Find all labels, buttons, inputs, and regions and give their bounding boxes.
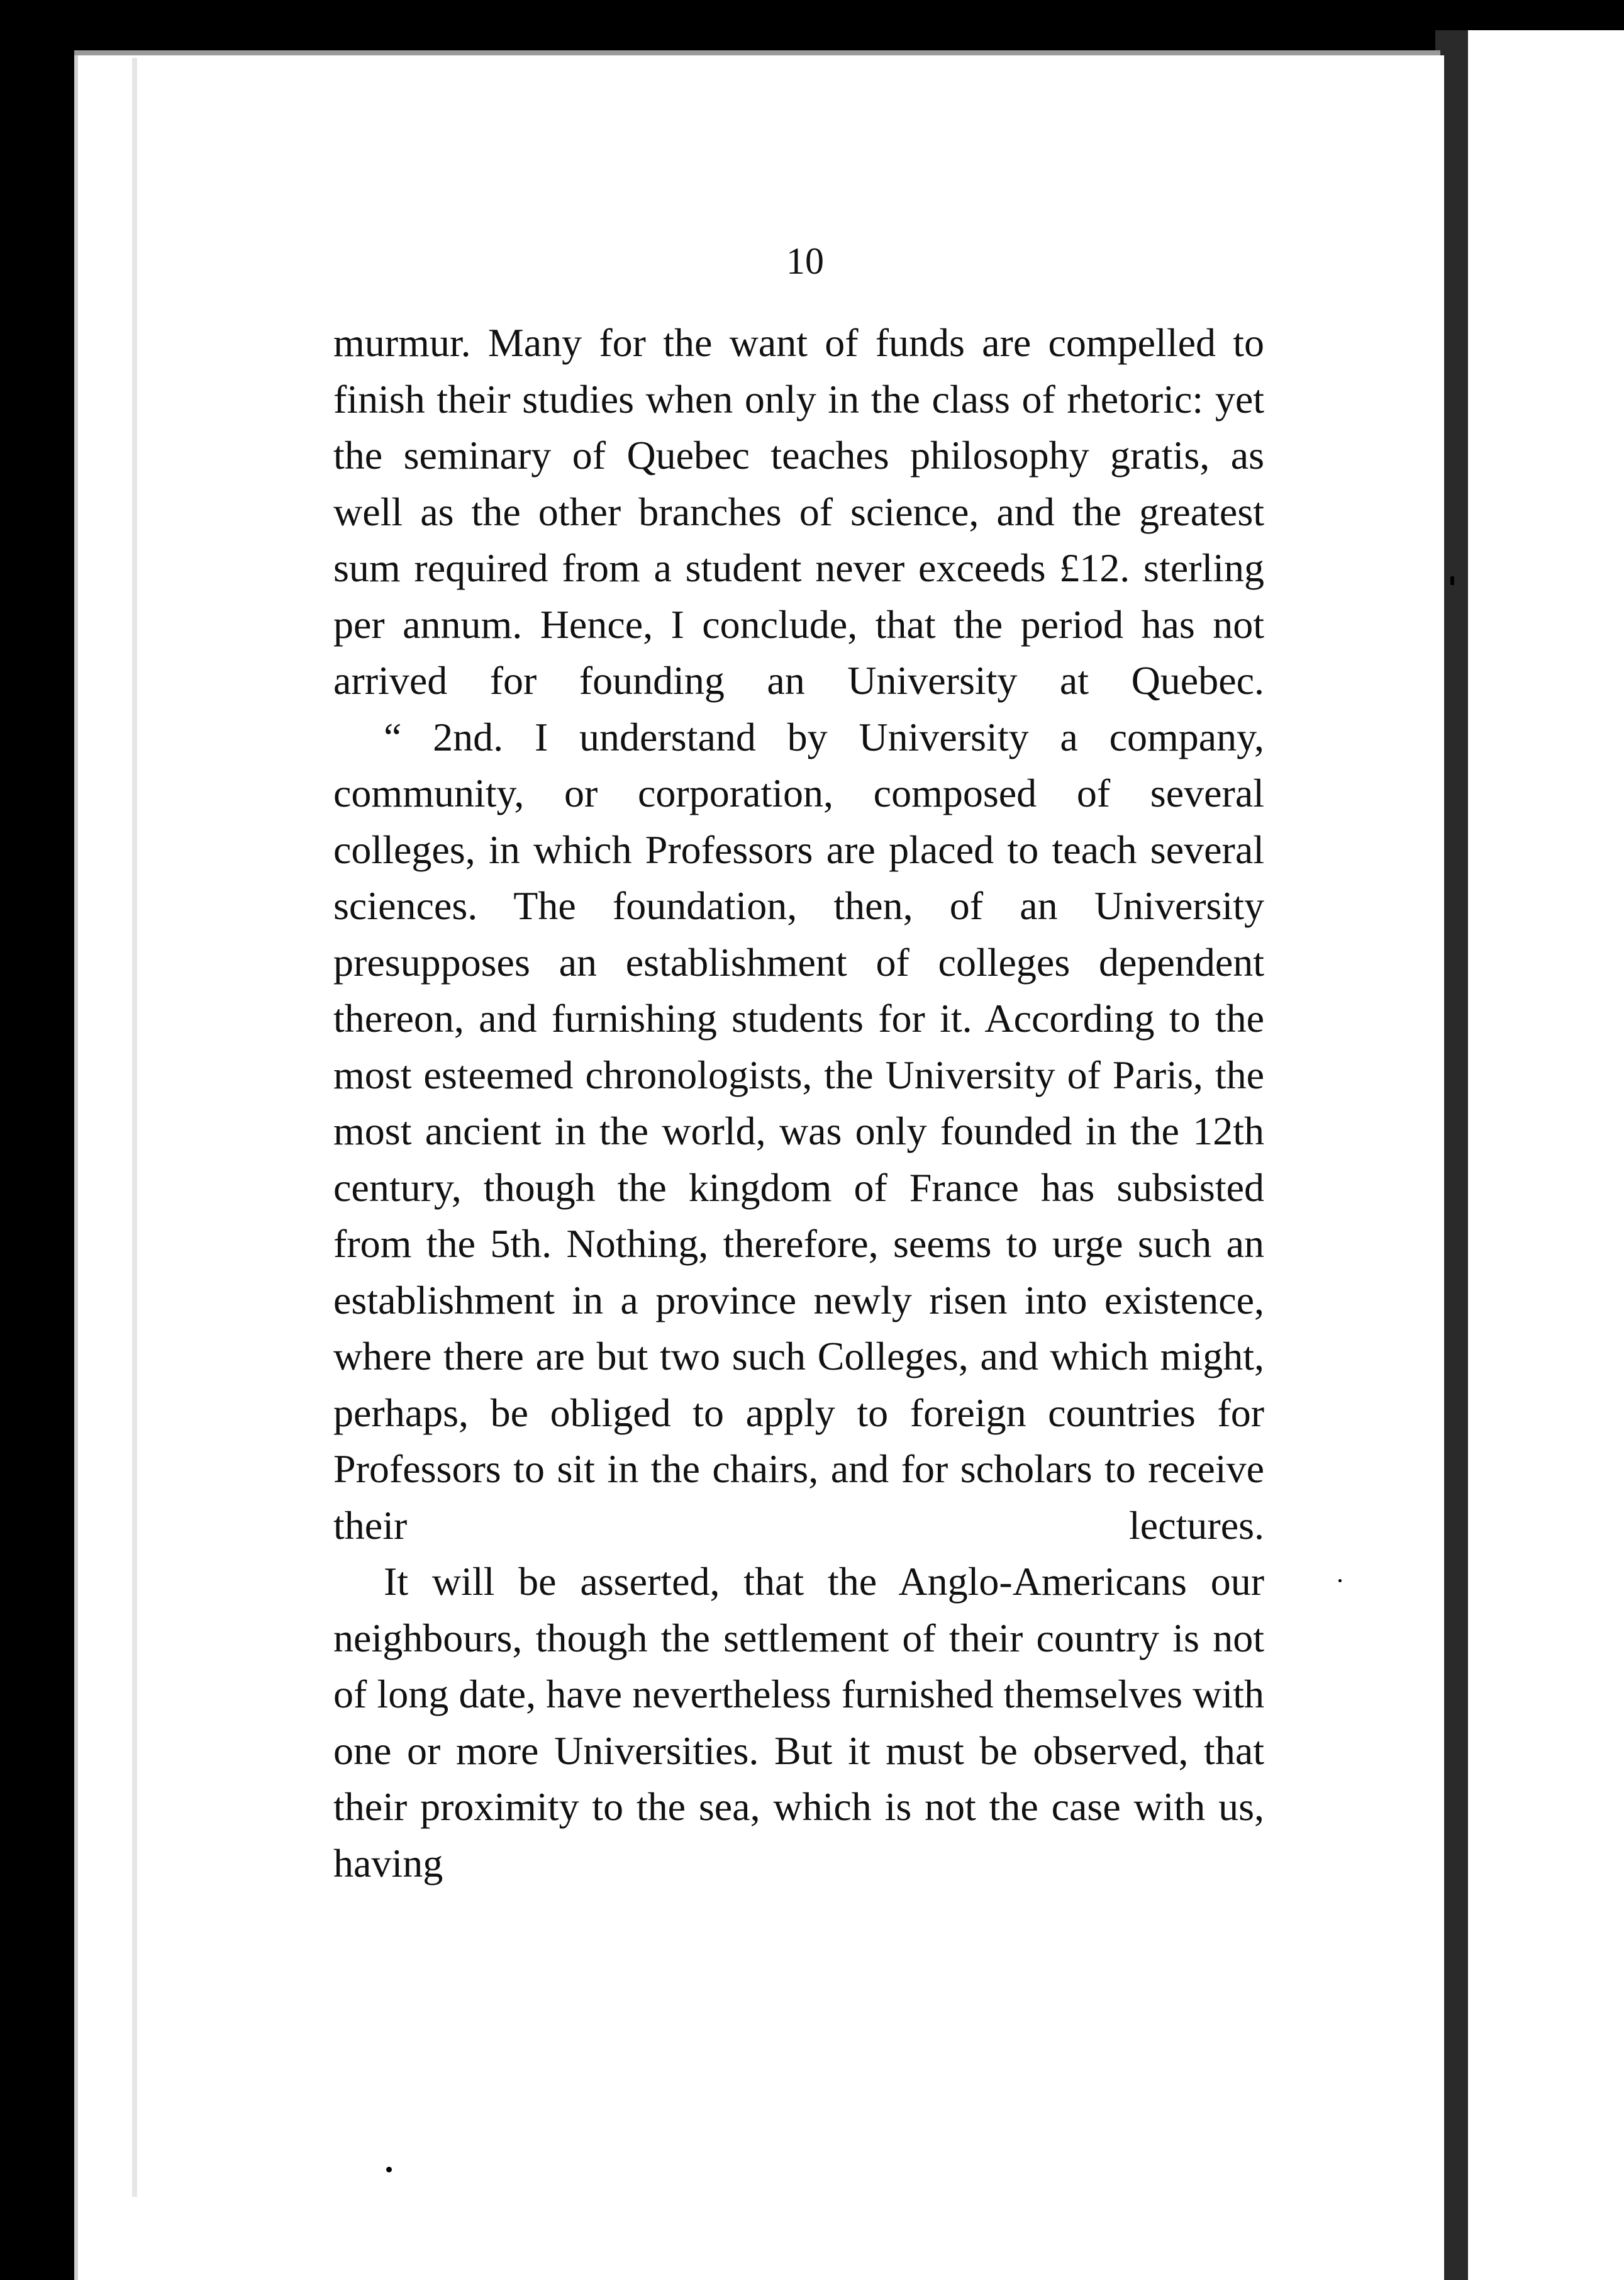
page-margin-shadow [132,58,137,2197]
paragraph-second-point: “ 2nd. I understand by University a company, community, or corporation, composed of several colleges, in which Professors are placed to teach several sciences. The foundation, then, of an University presupposes an establishment of colleges dependent thereon, and furnishing students for it. According to the most esteemed chronologists, the University of Paris, the most ancient in the world, was only founded in the 12th century, though the kingdom of France has subsisted from the 5th. Nothing, therefore, seems to urge such an establishment in a province newly risen into existence, where there are but two such Colleges, and which might, perhaps, be obliged to apply to foreign countries for Professors to sit in the chairs, and for scholars to receive their lectures. [333,714,1264,1548]
scan-speck [52,705,57,726]
page-text-block [333,239,1264,1891]
scan-speck [1450,576,1454,585]
scan-speck [386,2167,392,2172]
page-number: 10 [786,240,824,282]
paragraph-anglo-americans: It will be asserted, that the Anglo-Americans our neighbours, though the settlement of their country is not of long date, have nevertheless furnished themselves with one or more Universities. But it must be observed, that their proximity to the sea, which is not the case with us, having [333,1559,1264,1886]
adjacent-page-edge [1465,30,1624,2280]
scan-speck [1338,1579,1342,1582]
paragraph-murmur: murmur. Many for the want of funds are compelled to finish their studies when only in the class of rhetoric: yet the seminary of Quebec teaches philosophy gratis, as well as the other branches of science, and the greatest sum required from a student never exceeds £12. sterling per annum. Hence, I conclude, that the period has not arrived for founding an University at Quebec. [333,320,1264,703]
